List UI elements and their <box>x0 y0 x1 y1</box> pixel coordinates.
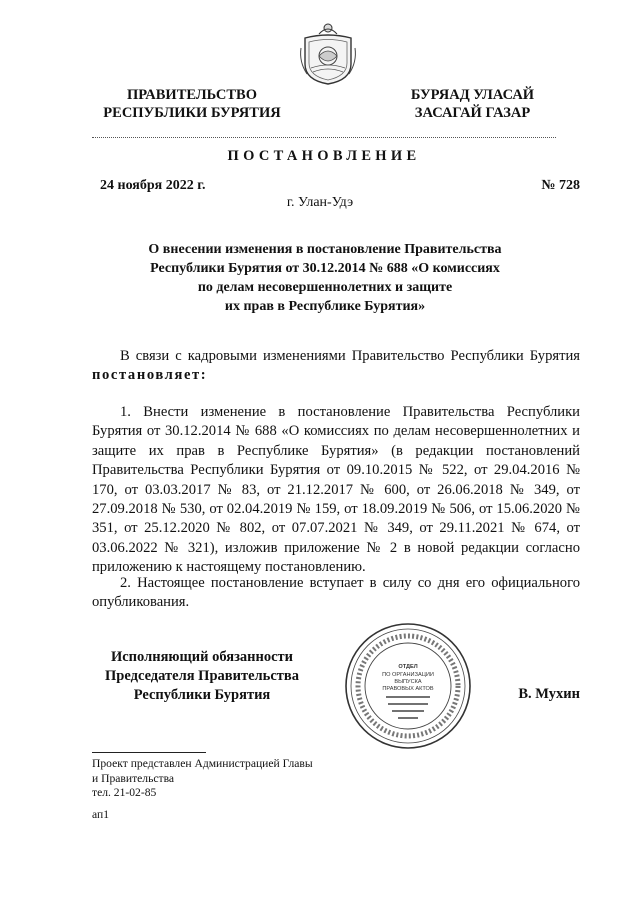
header-left-line1: ПРАВИТЕЛЬСТВО <box>127 87 257 103</box>
resolves-keyword: постановляет: <box>92 367 208 384</box>
document-subject <box>110 240 540 316</box>
official-stamp <box>342 620 474 752</box>
header-right-line1: БУРЯАД УЛАСАЙ <box>410 87 535 103</box>
svg-text:ПРАВОВЫХ АКТОВ: ПРАВОВЫХ АКТОВ <box>382 686 434 692</box>
subject-line: их прав в Республике Бурятия» <box>224 299 426 314</box>
clause-2-paragraph <box>92 574 580 613</box>
document-number: № 728 <box>541 178 580 193</box>
signatory-title <box>92 648 312 705</box>
header-right-line2: ЗАСАГАЙ ГАЗАР <box>414 105 531 121</box>
footer-divider <box>92 752 206 753</box>
footer-line: Проект представлен Администрацией Главы <box>92 757 313 770</box>
subject-line: О внесении изменения в постановление Правительства <box>148 242 502 257</box>
svg-text:ВЫПУСКА: ВЫПУСКА <box>394 679 422 685</box>
signatory-title-line: Республики Бурятия <box>133 687 271 703</box>
clause-1-text: 1. Внести изменение в постановление Правительства Республики Бурятия от 30.12.2014 № 688 «О комиссиях по делам несовершеннолетних и защите их прав в Республике Бурятия» (в редакции постановлений Правительства Республики Бурятия от 09.10.2015 № 522, от 29.04.2016 № 170, от 03.03.2017 № 83, от 21.12.2017 № 600, от 26.06.2018 № 349, от 27.09.2018 № 530, от 02.04.2019 № 159, от 18.09.2019 № 506, от 15.06.2020 № 351, от 25.12.2020 № 802, от 07.07.2021 № 349, от 29.11.2021 № 674, от 03.06.2022 № 321), изложив приложение № 2 в новой редакции согласно приложению к настоящему постановлению. <box>92 404 580 576</box>
clause-1-paragraph <box>92 403 580 578</box>
signatory-title-line: Исполняющий обязанности <box>110 649 294 665</box>
government-header-ru <box>92 86 292 122</box>
footer-note <box>92 757 372 801</box>
signatory-name: В. Мухин <box>518 686 580 702</box>
preamble-paragraph <box>92 347 580 386</box>
subject-line: по делам несовершеннолетних и защите <box>197 280 453 295</box>
document-city: г. Улан-Удэ <box>286 195 354 210</box>
svg-text:ПО ОРГАНИЗАЦИИ: ПО ОРГАНИЗАЦИИ <box>382 672 434 678</box>
document-title: ПОСТАНОВЛЕНИЕ <box>227 148 421 164</box>
footer-code: ап1 <box>92 808 109 821</box>
signatory-title-line: Председателя Правительства <box>105 668 299 684</box>
government-header-bua <box>390 86 555 122</box>
header-divider <box>92 137 556 138</box>
footer-line: и Правительства <box>92 771 175 785</box>
coat-of-arms-emblem <box>297 18 359 86</box>
clause-2-text: 2. Настоящее постановление вступает в силу со дня его официального опубликования. <box>92 575 580 611</box>
footer-line: тел. 21-02-85 <box>92 786 157 799</box>
header-left-line2: РЕСПУБЛИКИ БУРЯТИЯ <box>103 105 281 121</box>
preamble-text: В связи с кадровыми изменениями Правительство Республики Бурятия <box>120 348 580 364</box>
document-date: 24 ноября 2022 г. <box>100 178 206 193</box>
svg-text:ОТДЕЛ: ОТДЕЛ <box>398 664 418 670</box>
subject-line: Республики Бурятия от 30.12.2014 № 688 «О комиссиях <box>150 261 500 276</box>
